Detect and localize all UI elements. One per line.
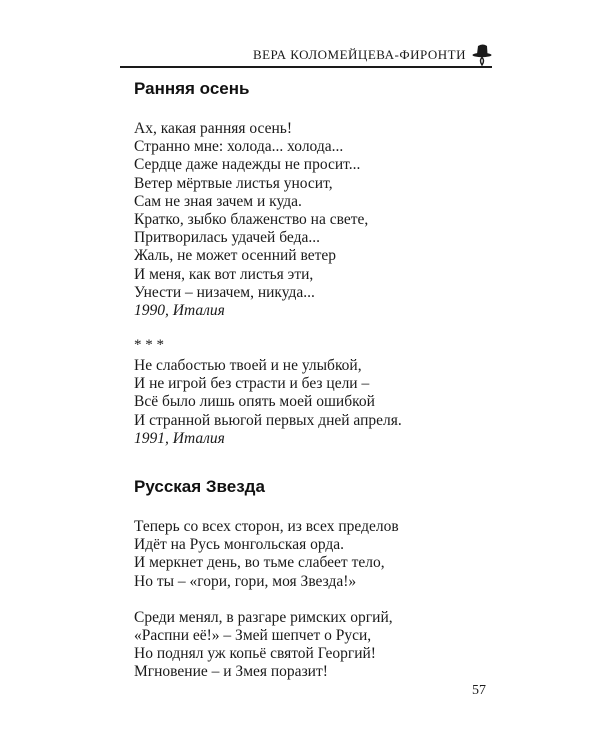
poem-line: Сердце даже надежды не просит... [134,156,361,174]
poem-line: Но ты – «гори, гори, моя Звезда!» [134,572,357,590]
poem-title: Русская Звезда [134,477,265,496]
poem-line: И не игрой без страсти и без цели – [134,375,370,393]
poem-russian-star [134,476,399,682]
poem-line: Ветер мёртвые листья уносит, [134,174,333,192]
poem-line: Теперь со всех сторон, из всех пределов [134,518,399,535]
poem-line: Ах, какая ранняя осень! [134,120,293,137]
hat-emblem-icon [472,44,492,66]
poem-title: Ранняя осень [134,79,250,98]
poem-line: Притворилась удачей беда... [134,229,320,247]
poem-line: И меркнет день, во тьме слабеет тело, [134,554,385,572]
poem-line: Всё было лишь опять моей ошибкой [134,393,375,411]
poem-line: Сам не зная зачем и куда. [134,192,302,210]
poem-stanza [134,518,399,591]
poem-stanza [134,609,399,682]
poem-stanza [134,120,368,320]
poem-line: Не слабостью твоей и не улыбкой, [134,357,362,374]
running-header [120,44,492,68]
page-number: 57 [472,683,486,698]
poem-line: Но поднял уж копьё святой Георгий! [134,645,376,663]
poem-line: Странно мне: холода... холода... [134,138,344,156]
poem-line: Кратко, зыбко блаженство на свете, [134,211,369,229]
section-stars: * * * [134,337,164,353]
header-author: ВЕРА КОЛОМЕЙЦЕВА-ФИРОНТИ [252,47,466,62]
poem-line: Среди менял, в разгаре римских оргий, [134,608,393,626]
poem-line: Идёт на Русь монгольская орда. [134,536,345,554]
poem-line: Жаль, не может осенний ветер [134,247,336,265]
poem-line: «Распни её!» – Змей шепчет о Руси, [134,627,372,645]
poem-signature: 1991, Италия [134,429,225,447]
poem-line: Унести – низачем, никуда... [134,283,315,301]
poem-line: И странной вьюгой первых дней апреля. [134,411,402,429]
header-rule [120,66,492,68]
poem-early-autumn [134,78,368,320]
poem-signature: 1990, Италия [134,302,225,320]
poem-line: И меня, как вот листья эти, [134,265,314,283]
poem-line: Мгновение – и Змея поразит! [134,663,328,681]
poem-untitled [134,336,402,448]
poem-stanza [134,357,402,448]
